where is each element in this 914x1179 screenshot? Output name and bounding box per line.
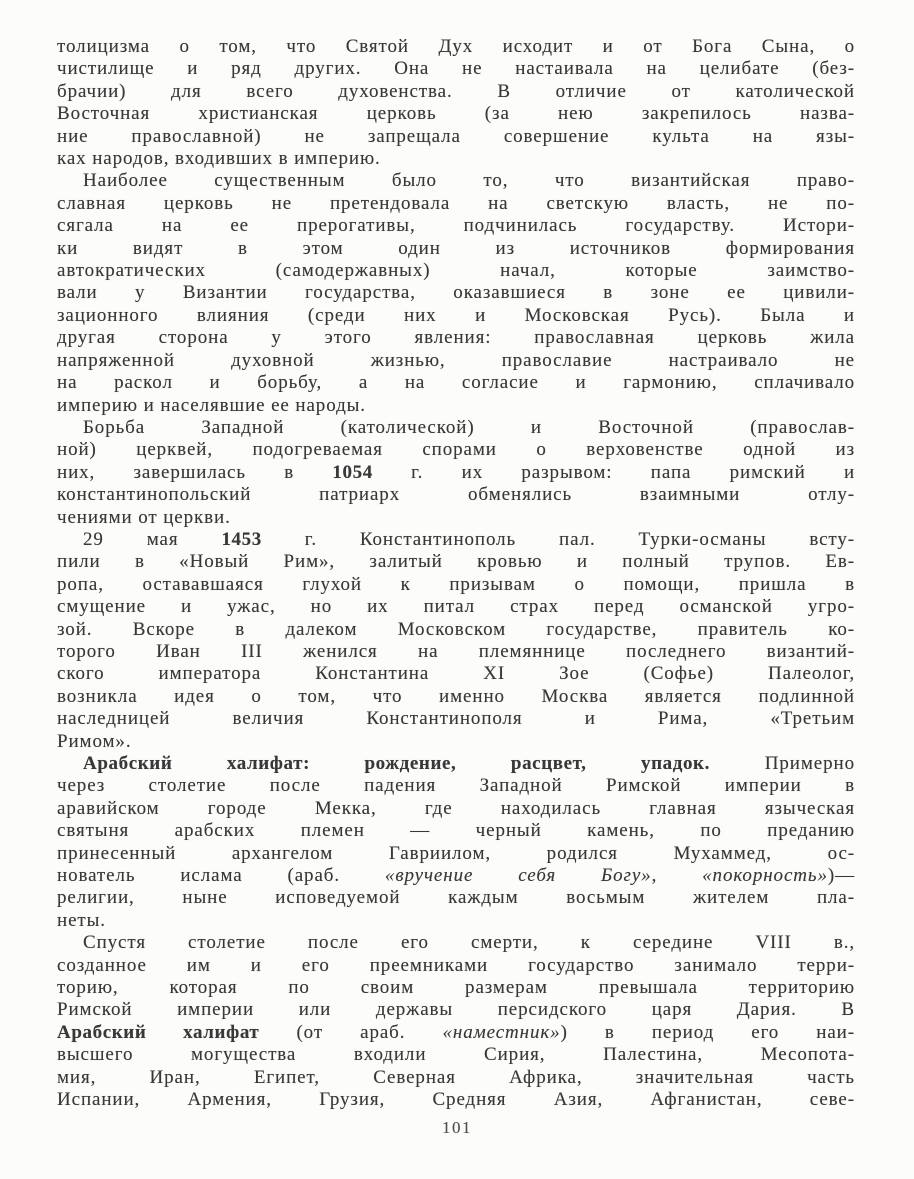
- text-line: нователь ислама (араб. «вручение себя Богу», «покорность»)—: [57, 865, 855, 887]
- text-line: смущение и ужас, но их питал страх перед османской угро-: [57, 596, 855, 618]
- text-line: автократических (самодержавных) начал, которые заимство-: [57, 260, 855, 282]
- text-line: ние православной) не запрещала совершение культа на язы-: [57, 125, 855, 147]
- text-line: через столетие после падения Западной Римской империи в: [57, 775, 855, 797]
- text-line: напряженной духовной жизнью, православие настраивало не: [57, 349, 855, 371]
- text-line: чистилище и ряд других. Она не настаивала на целибате (без-: [57, 58, 855, 80]
- text-line: константинопольский патриарх обменялись взаимными отлу-: [57, 484, 855, 506]
- text-line: Наиболее существенным было то, что византийская право-: [83, 170, 855, 192]
- text-line: наследницей величия Константинополя и Рима, «Третьим: [57, 708, 855, 730]
- paragraph: [57, 170, 855, 416]
- paragraph: [57, 417, 855, 529]
- text-line: 29 мая 1453 г. Константинополь пал. Турки-османы всту-: [83, 528, 855, 550]
- text-line: принесенный архангелом Гавриилом, родился Мухаммед, ос-: [57, 842, 855, 864]
- text-line: ной) церквей, подогреваемая спорами о верховенстве одной из: [57, 439, 855, 461]
- text-line: на раскол и борьбу, а на согласие и гармонию, сплачивало: [57, 372, 855, 394]
- text-line: чениями от церкви.: [57, 506, 231, 528]
- text-line: созданное им и его преемниками государство занимало терри-: [57, 954, 855, 976]
- text-line: пили в «Новый Рим», залитый кровью и полный трупов. Ев-: [57, 551, 855, 573]
- text-line: возникла идея о том, что именно Москва является подлинной: [57, 685, 855, 707]
- text-line: ропа, остававшаяся глухой к призывам о помощи, пришла в: [57, 573, 855, 595]
- text-line: них, завершилась в 1054 г. их разрывом: папа римский и: [57, 461, 856, 483]
- text-line: Арабский халифат (от араб. «наместник») в период его наи-: [57, 1021, 855, 1043]
- text-line: аравийском городе Мекка, где находилась главная языческая: [57, 797, 855, 819]
- text-line: Восточная христианская церковь (за нею закрепилось назва-: [57, 103, 855, 125]
- text-line: зой. Вскоре в далеком Московском государстве, правитель ко-: [57, 618, 855, 640]
- text-line: ки видят в этом один из источников формирования: [57, 237, 855, 259]
- text-line: брачии) для всего духовенства. В отличие от католической: [57, 80, 855, 102]
- text-line: святыня арабских племен — черный камень, по преданию: [57, 820, 855, 842]
- paragraph: [57, 529, 855, 753]
- text-line: Спустя столетие после его смерти, к середине VIII в.,: [83, 932, 855, 954]
- text-line: Испании, Армения, Грузия, Средняя Азия, Афганистан, севе-: [57, 1089, 855, 1111]
- text-line: торию, которая по своим размерам превышала территорию: [57, 977, 855, 999]
- text-line: ках народов, входивших в империю.: [57, 148, 381, 170]
- text-line: высшего могущества входили Сирия, Палестина, Месопота-: [57, 1044, 855, 1066]
- paragraph: [57, 932, 855, 1111]
- paragraph: [57, 753, 855, 932]
- text-line: Борьба Западной (католической) и Восточной (православ-: [83, 416, 855, 438]
- paragraph: [57, 36, 855, 170]
- text-line: неты.: [57, 909, 106, 931]
- text-line: другая сторона у этого явления: православная церковь жила: [57, 327, 855, 349]
- text-line: религии, ныне исповедуемой каждым восьмым жителем пла-: [57, 887, 855, 909]
- page-text: [57, 36, 855, 1112]
- text-line: ского императора Константина XI Зое (Софье) Палеолог,: [57, 663, 855, 685]
- text-line: вали у Византии государства, оказавшиеся в зоне ее цивили-: [57, 282, 855, 304]
- text-line: зационного влияния (среди них и Московская Русь). Была и: [57, 304, 855, 326]
- page-number: 101: [442, 1118, 472, 1137]
- text-line: Римской империи или державы персидского царя Дария. В: [57, 999, 855, 1021]
- text-line: мия, Иран, Египет, Северная Африка, значительная часть: [57, 1066, 855, 1088]
- text-line: толицизма о том, что Святой Дух исходит и от Бога Сына, о: [57, 36, 855, 57]
- text-line: Арабский халифат: рождение, расцвет, упадок. Примерно: [83, 753, 855, 774]
- text-line: Римом».: [57, 730, 132, 752]
- text-line: торого Иван III женился на племяннице последнего византий-: [57, 640, 855, 662]
- text-line: сягала на ее прерогативы, подчинилась государству. Истори-: [57, 215, 855, 237]
- text-line: славная церковь не претендовала на светскую власть, не по-: [57, 192, 855, 214]
- text-line: империю и населявшие ее народы.: [57, 394, 366, 416]
